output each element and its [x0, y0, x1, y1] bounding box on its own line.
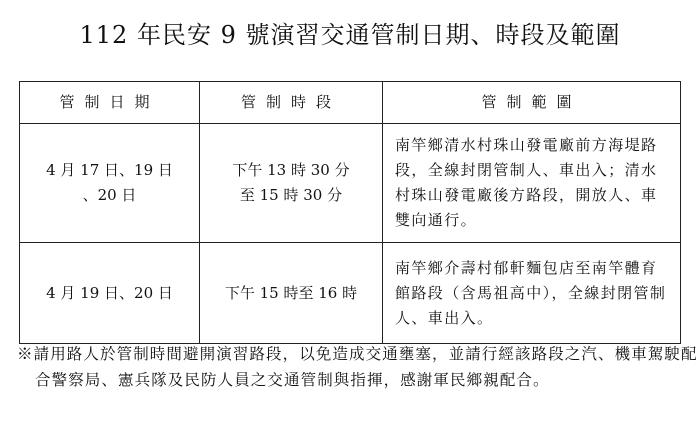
date-line: 、20 日	[82, 186, 137, 204]
control-area-cell: 南竿鄉清水村珠山發電廠前方海堤路段，全線封閉管制人、車出入；清水村珠山發電廠後方路段，開放人、車雙向通行。	[383, 124, 681, 243]
page-title: 112 年民安 9 號演習交通管制日期、時段及範圍	[79, 21, 621, 49]
table-row	[20, 243, 681, 344]
header-control-time: 管制時段	[200, 82, 383, 124]
date-line: 4 月 17 日、19 日	[46, 161, 173, 179]
footnote: ※請用路人於管制時間避開演習路段，以免造成交通壅塞，並請行經該路段之汽、機車駕駛配合警察局、憲兵隊及民防人員之交通管制與指揮，感謝軍民鄉親配合。	[17, 345, 698, 389]
control-area-cell: 南竿鄉介壽村郁軒麵包店至南竿體育館路段（含馬祖高中），全線封閉管制人、車出入。	[383, 243, 681, 344]
header-control-area: 管制範圍	[383, 82, 681, 124]
header-control-date: 管制日期	[20, 82, 200, 124]
table-row	[20, 124, 681, 243]
control-time-cell	[200, 243, 383, 344]
table-header-row	[20, 82, 681, 124]
control-date-cell	[20, 243, 200, 344]
time-line: 下午 13 時 30 分	[232, 161, 350, 179]
traffic-control-table	[19, 81, 681, 344]
date-line: 4 月 19 日、20 日	[46, 283, 173, 302]
time-line: 下午 15 時至 16 時	[224, 283, 358, 302]
control-time-cell	[200, 124, 383, 243]
time-line: 至 15 時 30 分	[239, 186, 343, 204]
control-date-cell	[20, 124, 200, 243]
